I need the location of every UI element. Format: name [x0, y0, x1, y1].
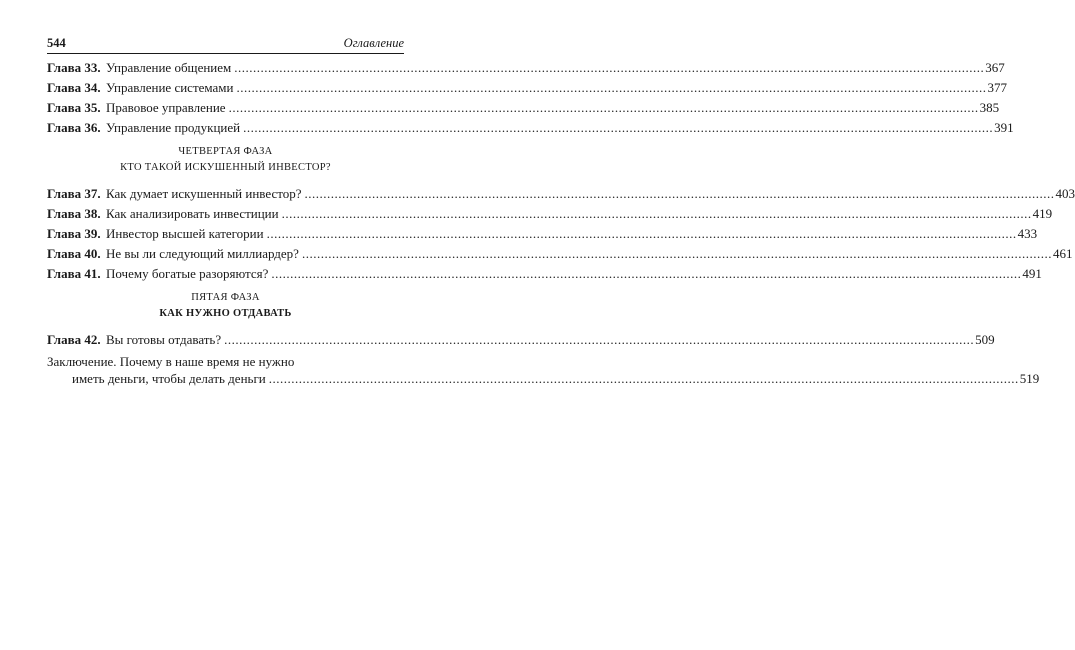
table-of-contents	[47, 58, 1075, 387]
running-header	[47, 36, 404, 51]
dot-leader: ........................................................................................................................................................................................................	[281, 206, 1032, 221]
chapter-label: Глава 37.	[47, 186, 101, 201]
conclusion-page: 519	[1019, 371, 1040, 386]
chapter-title: Правовое управление	[106, 100, 226, 115]
chapter-page: 433	[1017, 226, 1038, 241]
toc-entry	[47, 264, 1042, 284]
chapter-label: Глава 40.	[47, 246, 101, 261]
chapter-page: 367	[985, 60, 1005, 75]
toc-group-phase-4	[47, 184, 1075, 284]
header-rule	[47, 53, 404, 54]
toc-group-phase-5	[47, 330, 995, 350]
toc-entry	[47, 330, 995, 350]
dot-leader: ........................................................................................................................................................................................................	[243, 120, 994, 135]
chapter-title: Как анализировать инвестиции	[106, 206, 279, 221]
chapter-label: Глава 38.	[47, 206, 101, 221]
chapter-title: Управление общением	[106, 60, 232, 75]
dot-leader: ........................................................................................................................................................................................................	[271, 266, 1022, 281]
phase-5-label: ПЯТАЯ ФАЗА	[191, 292, 260, 303]
chapter-label: Глава 42.	[47, 332, 101, 347]
dot-leader: ........................................................................................................................................................................................................	[236, 80, 987, 95]
chapter-page: 419	[1032, 206, 1053, 221]
chapter-page: 491	[1022, 266, 1042, 281]
dot-leader: ........................................................................................................................................................................................................	[228, 100, 979, 115]
dot-leader: ........................................................................................................................................................................................................	[268, 371, 1019, 386]
toc-entry-conclusion	[47, 353, 1040, 387]
chapter-label: Глава 35.	[47, 100, 101, 115]
chapter-title: Инвестор высшей категории	[106, 226, 264, 241]
conclusion-title-line-2: иметь деньги, чтобы делать деньги	[72, 371, 266, 386]
chapter-label: Глава 41.	[47, 266, 101, 281]
dot-leader: ........................................................................................................................................................................................................	[301, 246, 1052, 261]
chapter-page: 461	[1052, 246, 1073, 261]
dot-leader: ........................................................................................................................................................................................................	[234, 60, 985, 75]
chapter-label: Глава 33.	[47, 60, 101, 75]
toc-entry	[47, 98, 1000, 118]
toc-entry	[47, 58, 1005, 78]
toc-entry	[47, 224, 1038, 244]
dot-leader: ........................................................................................................................................................................................................	[304, 186, 1055, 201]
dot-leader: ........................................................................................................................................................................................................	[224, 332, 975, 347]
chapter-page: 509	[975, 332, 995, 347]
chapter-page: 385	[979, 100, 1000, 115]
chapter-page: 391	[994, 120, 1014, 135]
toc-entry	[47, 244, 1073, 264]
running-title: Оглавление	[343, 36, 404, 50]
chapter-title: Вы готовы отдавать?	[106, 332, 222, 347]
page-number: 544	[47, 36, 66, 50]
chapter-title: Управление продукцией	[106, 120, 241, 135]
chapter-label: Глава 39.	[47, 226, 101, 241]
chapter-title: Почему богатые разоряются?	[106, 266, 269, 281]
chapter-label: Глава 34.	[47, 80, 101, 95]
chapter-title: Не вы ли следующий миллиардер?	[106, 246, 299, 261]
chapter-title: Управление системами	[106, 80, 234, 95]
chapter-label: Глава 36.	[47, 120, 101, 135]
toc-entry	[47, 118, 1014, 138]
conclusion-title-line-1: Заключение. Почему в наше время не нужно	[47, 354, 295, 369]
toc-group-phase-3	[47, 58, 1014, 138]
chapter-title: Как думает искушенный инвестор?	[106, 186, 302, 201]
phase-4-label: ЧЕТВЕРТАЯ ФАЗА	[178, 146, 273, 157]
chapter-page: 403	[1055, 186, 1075, 201]
toc-entry	[47, 78, 1007, 98]
toc-entry	[47, 204, 1053, 224]
dot-leader: ........................................................................................................................................................................................................	[266, 226, 1017, 241]
phase-4-title: КТО ТАКОЙ ИСКУШЕННЫЙ ИНВЕСТОР?	[120, 162, 331, 173]
toc-entry	[47, 184, 1075, 204]
phase-5-title: КАК НУЖНО ОТДАВАТЬ	[159, 308, 292, 319]
chapter-page: 377	[987, 80, 1007, 95]
